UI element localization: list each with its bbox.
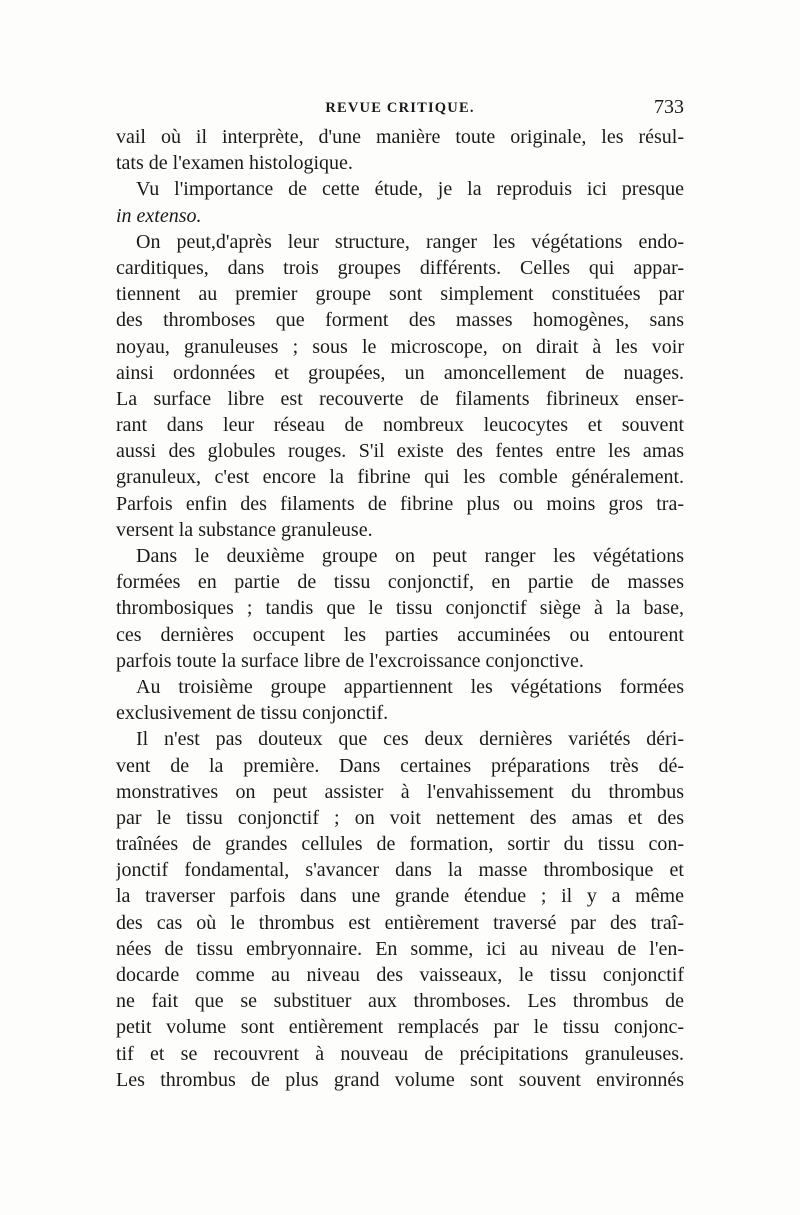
text-line: granuleux, c'est encore la fibrine qui les comble généralement. (116, 466, 684, 489)
text-line: Parfois enfin des filaments de fibrine plus ou moins gros tra- (116, 492, 684, 515)
paragraph-first-line (116, 176, 684, 202)
text-line: carditiques, dans trois groupes différents. Celles qui appar- (116, 256, 684, 279)
text-line: Vu l'importance de cette étude, je la reproduis ici presque (136, 178, 684, 201)
text-line: tiennent au premier groupe sont simplement constituées par (116, 283, 684, 306)
body-text (116, 124, 684, 1093)
text-line: formées en partie de tissu conjonctif, en partie de masses (116, 571, 684, 594)
paragraph-first-line (116, 229, 684, 255)
text-line: La surface libre est recouverte de filaments fibrineux enser- (116, 387, 684, 410)
text-line: docarde comme au niveau des vaisseaux, le tissu conjonctif (116, 964, 684, 986)
paragraph-first-line (116, 543, 684, 569)
text-line: exclusivement de tissu conjonctif. (116, 702, 389, 725)
text-line: ne fait que se substituer aux thromboses. Les thrombus de (116, 990, 684, 1013)
text-line: jonctif fondamental, s'avancer dans la masse thrombosique et (116, 859, 684, 882)
text-line: Dans le deuxième groupe on peut ranger les végétations (136, 545, 684, 567)
text-line: petit volume sont entièrement remplacés par le tissu conjonc- (116, 1016, 684, 1039)
text-line: des cas où le thrombus est entièrement traversé par des traî- (116, 911, 684, 934)
page-number: 733 (654, 96, 684, 118)
text-line: Il n'est pas douteux que ces deux dernières variétés déri- (136, 728, 684, 751)
text-line: Au troisième groupe appartiennent les végétations formées (136, 675, 684, 698)
text-line: nées de tissu embryonnaire. En somme, ici au niveau de l'en- (116, 937, 684, 960)
text-line: vent de la première. Dans certaines préparations très dé- (116, 754, 684, 777)
running-title: REVUE CRITIQUE. (325, 100, 475, 116)
text-line: in extenso. (116, 204, 202, 227)
text-line: ainsi ordonnées et groupées, un amoncellement de nuages. (116, 361, 684, 384)
text-line: Les thrombus de plus grand volume sont souvent environnés (116, 1068, 684, 1091)
text-line: ces dernières occupent les parties accuminées ou entourent (116, 623, 684, 646)
text-line: des thromboses que forment des masses homogènes, sans (116, 309, 684, 332)
paragraph-first-line (116, 674, 684, 700)
text-line: versent la substance granuleuse. (116, 518, 373, 541)
text-line: noyau, granuleuses ; sous le microscope, on dirait à les voir (116, 335, 684, 358)
text-line: parfois toute la surface libre de l'excroissance conjonctive. (116, 649, 584, 672)
text-line: rant dans leur réseau de nombreux leucocytes et souvent (116, 414, 684, 437)
text-line: aussi des globules rouges. S'il existe des fentes entre les amas (116, 440, 684, 463)
paragraph-first-line (116, 726, 684, 752)
text-line: la traverser parfois dans une grande étendue ; il y a même (116, 885, 684, 908)
text-line: monstratives on peut assister à l'envahissement du thrombus (116, 780, 684, 803)
text-line: thrombosiques ; tandis que le tissu conjonctif siège à la base, (116, 597, 684, 620)
text-line: On peut,d'après leur structure, ranger les végétations endo- (136, 230, 684, 253)
running-header (116, 96, 684, 122)
text-line: par le tissu conjonctif ; on voit nettement des amas et des (116, 806, 684, 829)
text-line: tats de l'examen histologique. (116, 152, 353, 175)
text-line: traînées de grandes cellules de formation, sortir du tissu con- (116, 833, 684, 856)
text-line: vail où il interprète, d'une manière toute originale, les résul- (116, 126, 684, 148)
text-line: tif et se recouvrent à nouveau de précipitations granuleuses. (116, 1042, 684, 1065)
